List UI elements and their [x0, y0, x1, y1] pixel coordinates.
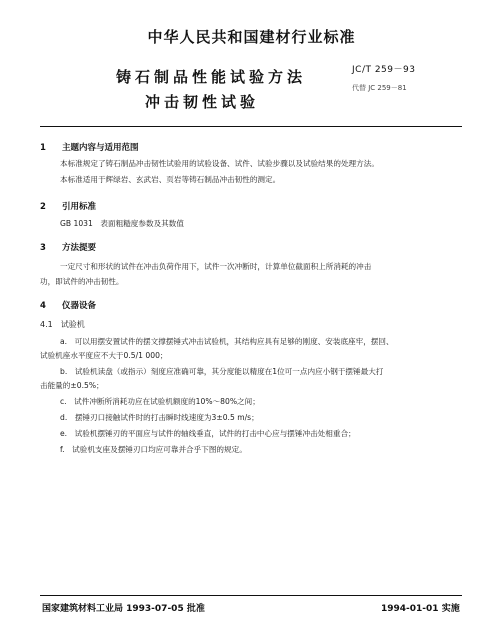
replaces-standard: 代替 JC 259－81	[352, 84, 407, 92]
section-1-line-1: 本标准规定了铸石制品冲击韧性试验用的试验设备、试件、试验步骤以及试验结果的处理方法。	[60, 159, 379, 168]
section-title: 方法提要	[62, 243, 97, 253]
document-title: 铸石制品性能试验方法	[116, 68, 307, 86]
section-2-line-1: GB 1031 表面粗糙度参数及其数值	[60, 219, 184, 228]
section-title: 主题内容与适用范围	[62, 143, 139, 153]
approval-issuer: 国家建筑材料工业局 1993-07-05 批准	[42, 604, 205, 614]
clause-item-c: c. 试件冲断所消耗功应在试验机额度的10%～80%之间；	[60, 397, 260, 406]
clause-item-f: f. 试验机支座及摆锤刃口均应可靠并合乎下图的规定。	[60, 445, 247, 454]
industry-standard-header: 中华人民共和国建材行业标准	[147, 28, 356, 46]
document-subtitle: 冲击韧性试验	[145, 93, 260, 111]
section-title: 仪器设备	[62, 301, 97, 311]
section-3-line-1: 一定尺寸和形状的试件在冲击负荷作用下，试件一次冲断时，计算单位截面积上所消耗的冲击	[60, 262, 372, 271]
section-number: 4	[40, 301, 46, 311]
clause-item-a-line-2: 试验机座水平度应不大于0.5/1 000；	[40, 351, 168, 360]
section-1-heading	[40, 141, 139, 153]
section-number: 3	[40, 243, 46, 253]
bottom-divider	[40, 595, 462, 596]
clause-item-b-line-1: b. 试验机读盘（或指示）刻度应准确可靠，其分度能以精度在1位可一点内应小钢于摆锤最大打	[60, 367, 384, 376]
clause-item-a-line-1: a. 可以用摆安置试件的摆文撑摆锤式冲击试验机，其结构应具有足够的刚度、安装底座牢，摆回、	[60, 337, 394, 346]
top-divider	[40, 126, 462, 127]
section-1-line-2: 本标准适用于辉绿岩、玄武岩、页岩等铸石制品冲击韧性的测定。	[60, 175, 281, 184]
effective-date: 1994-01-01 实施	[381, 604, 460, 614]
clause-item-d: d. 摆锤刃口接触试件时的打击瞬时线速度为3±0.5 m/s；	[60, 413, 259, 422]
section-number: 2	[40, 202, 46, 212]
section-number: 1	[40, 143, 46, 153]
section-3-heading	[40, 241, 96, 253]
clause-4-1-heading: 4.1 试验机	[40, 320, 85, 329]
section-3-line-2: 功，即试件的冲击韧性。	[40, 277, 124, 286]
clause-item-b-line-2: 击能量的±0.5%；	[40, 381, 104, 390]
section-4-heading	[40, 299, 96, 311]
section-2-heading	[40, 200, 96, 212]
section-title: 引用标准	[62, 202, 97, 212]
clause-item-e: e. 试验机摆锤刃的平面应与试件的轴线垂直，试件的打击中心应与摆锤冲击处相重合；	[60, 429, 356, 438]
standard-number: JC/T 259－93	[352, 65, 416, 75]
